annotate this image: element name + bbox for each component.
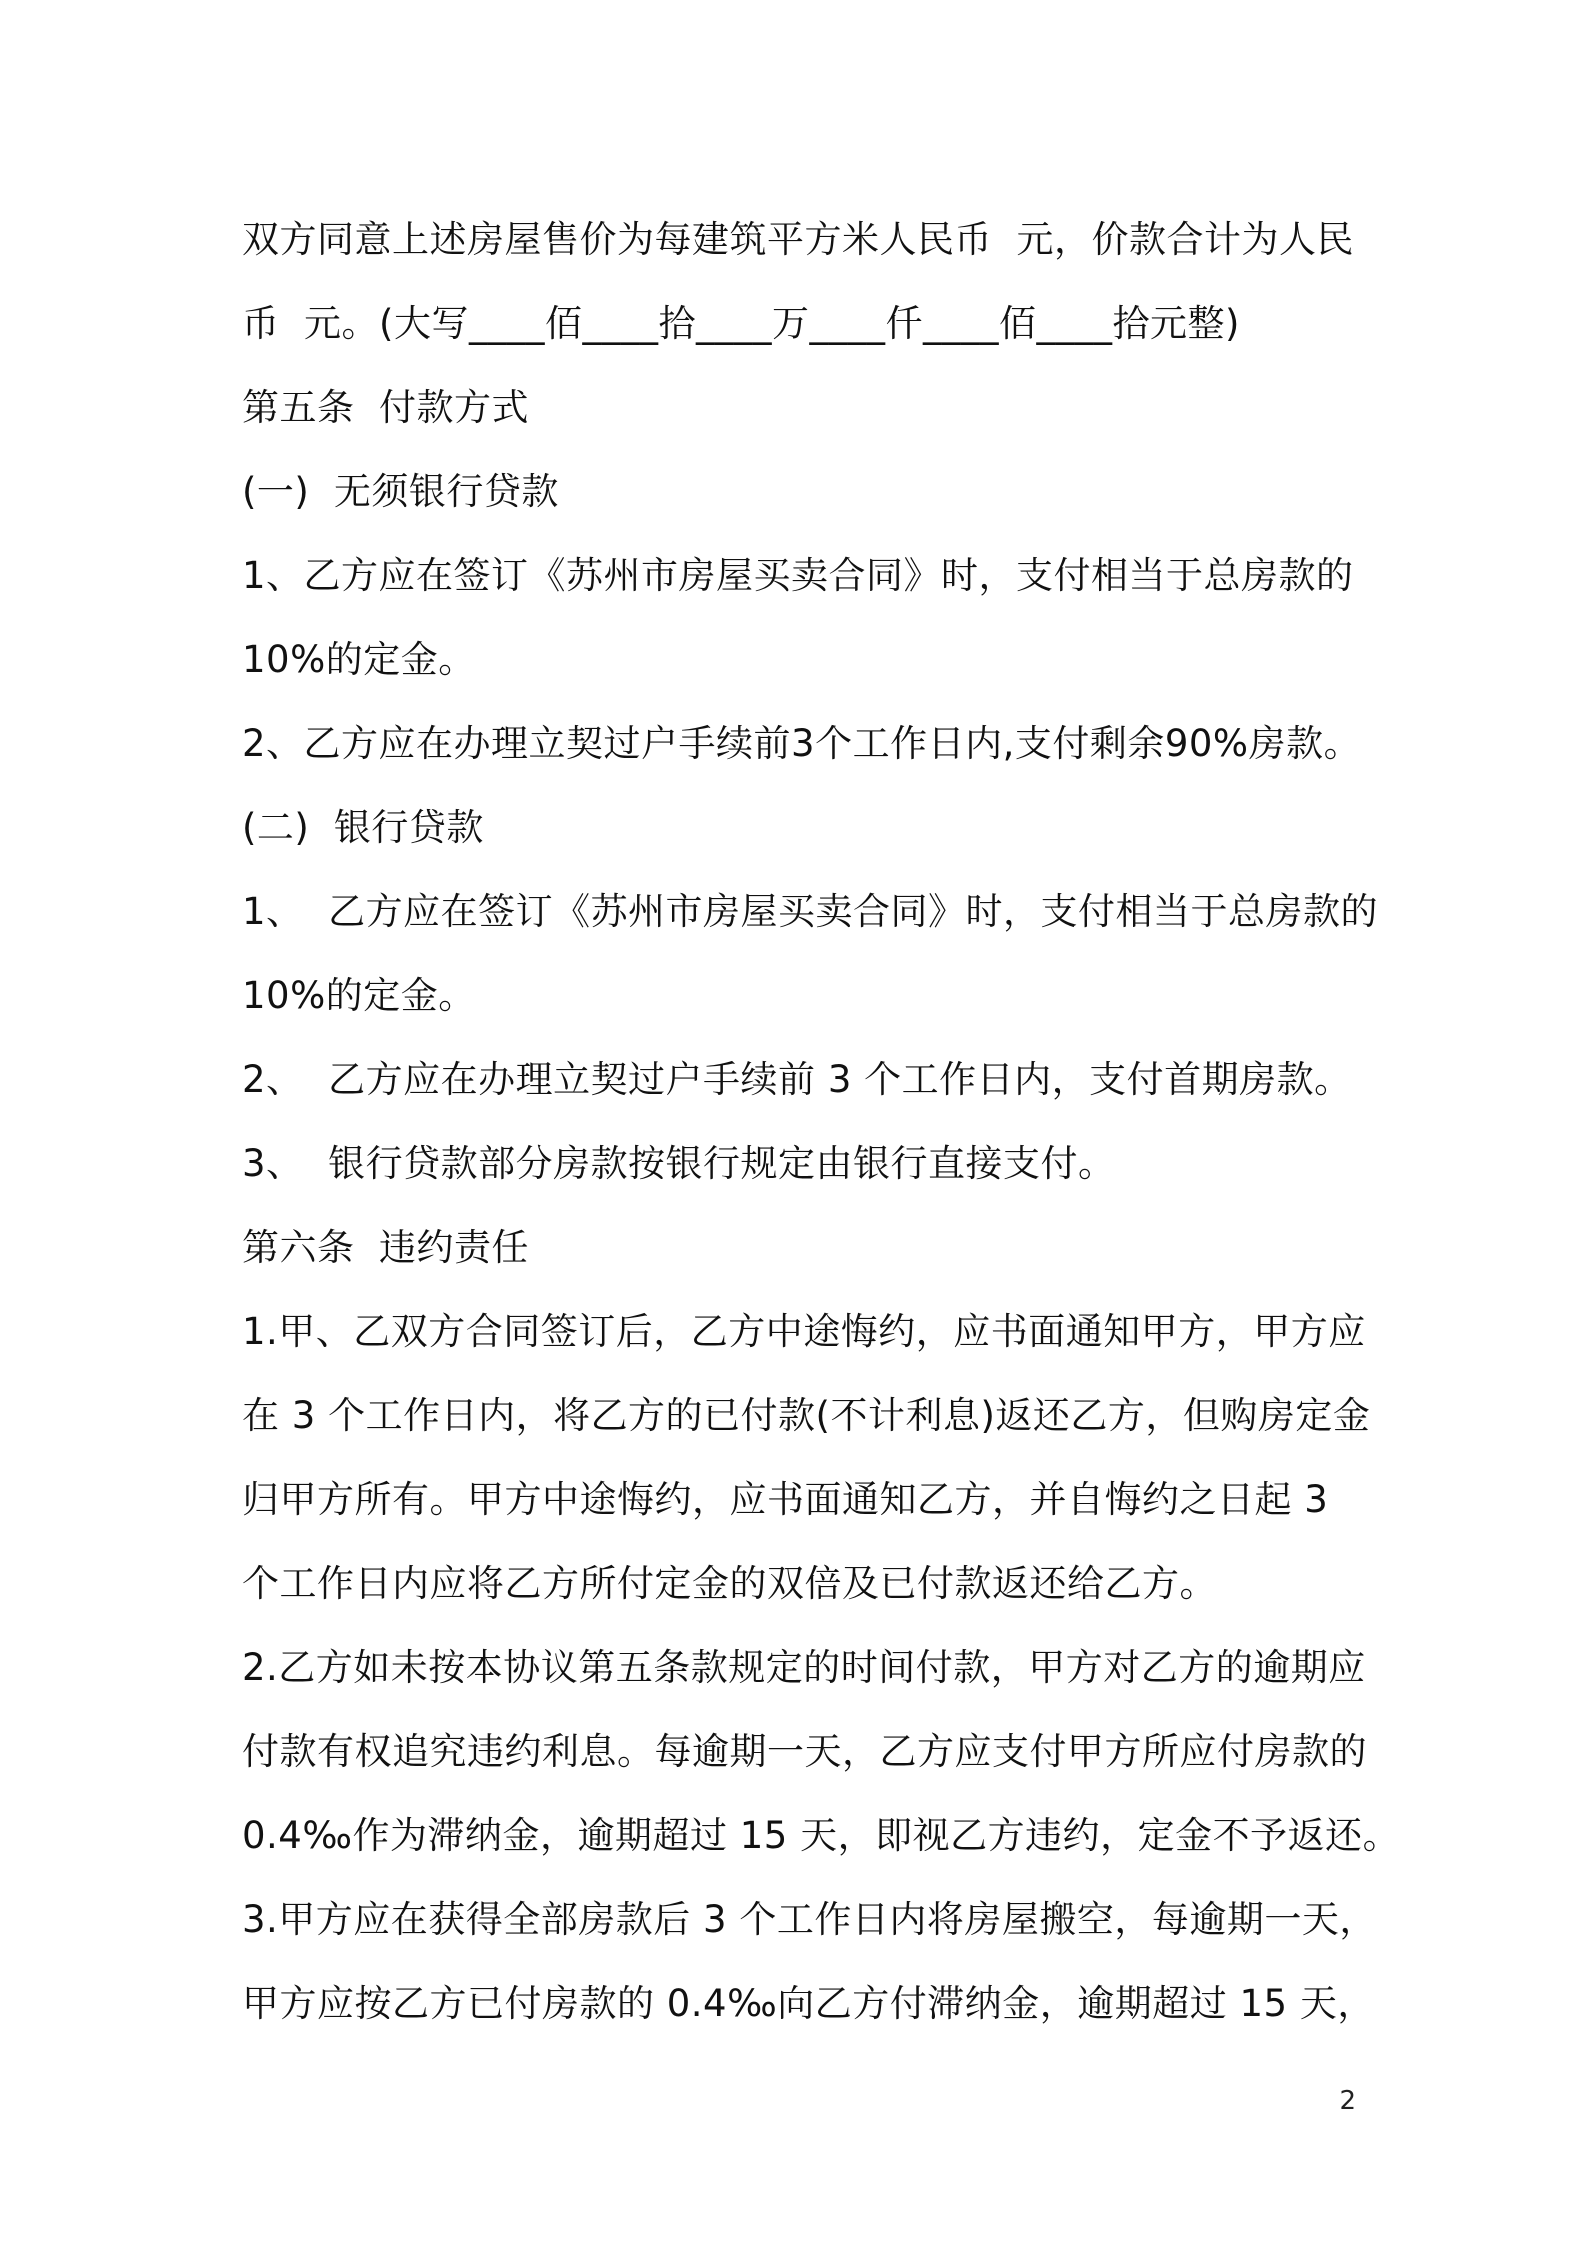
text-line: 2.乙方如未按本协议第五条款规定的时间付款，甲方对乙方的逾期应	[242, 1646, 1366, 1689]
text-line: 0.4‰作为滞纳金，逾期超过 15 天，即视乙方违约，定金不予返还。	[242, 1814, 1401, 1857]
text-line: 2、 乙方应在办理立契过户手续前 3 个工作日内，支付首期房款。	[242, 1058, 1352, 1101]
text-line: 在 3 个工作日内，将乙方的已付款(不计利息)返还乙方，但购房定金	[242, 1394, 1371, 1437]
text-line: 10%的定金。	[242, 974, 476, 1017]
subsection-heading: (二) 银行贷款	[242, 806, 484, 849]
text-line: 3.甲方应在获得全部房款后 3 个工作日内将房屋搬空，每逾期一天，	[242, 1898, 1377, 1941]
text-line: 双方同意上述房屋售价为每建筑平方米人民币 元，价款合计为人民	[242, 218, 1355, 261]
section-heading: 第五条 付款方式	[242, 386, 530, 429]
text-line: 1、乙方应在签订《苏州市房屋买卖合同》时，支付相当于总房款的	[242, 554, 1354, 597]
text-line: 甲方应按乙方已付房款的 0.4‰向乙方付滞纳金，逾期超过 15 天，	[242, 1982, 1375, 2025]
section-heading: 第六条 违约责任	[242, 1226, 530, 1269]
text-line: 归甲方所有。甲方中途悔约，应书面通知乙方，并自悔约之日起 3	[242, 1478, 1329, 1521]
text-line: 币 元。(大写____佰____拾____万____仟____佰____拾元整)	[242, 302, 1240, 345]
text-line: 10%的定金。	[242, 638, 476, 681]
text-line: 3、 银行贷款部分房款按银行规定由银行直接支付。	[242, 1142, 1116, 1185]
text-line: 1.甲、乙双方合同签订后，乙方中途悔约，应书面通知甲方，甲方应	[242, 1310, 1366, 1353]
page-number: 2	[1339, 2086, 1356, 2116]
text-line: 付款有权追究违约利息。每逾期一天，乙方应支付甲方所应付房款的	[242, 1730, 1367, 1773]
subsection-heading: (一) 无须银行贷款	[242, 470, 559, 513]
text-line: 1、 乙方应在签订《苏州市房屋买卖合同》时，支付相当于总房款的	[242, 890, 1379, 933]
document-body	[242, 198, 1401, 2046]
text-line: 个工作日内应将乙方所付定金的双倍及已付款返还给乙方。	[242, 1562, 1217, 1605]
text-line: 2、乙方应在办理立契过户手续前3个工作日内,支付剩余90%房款。	[242, 722, 1362, 765]
